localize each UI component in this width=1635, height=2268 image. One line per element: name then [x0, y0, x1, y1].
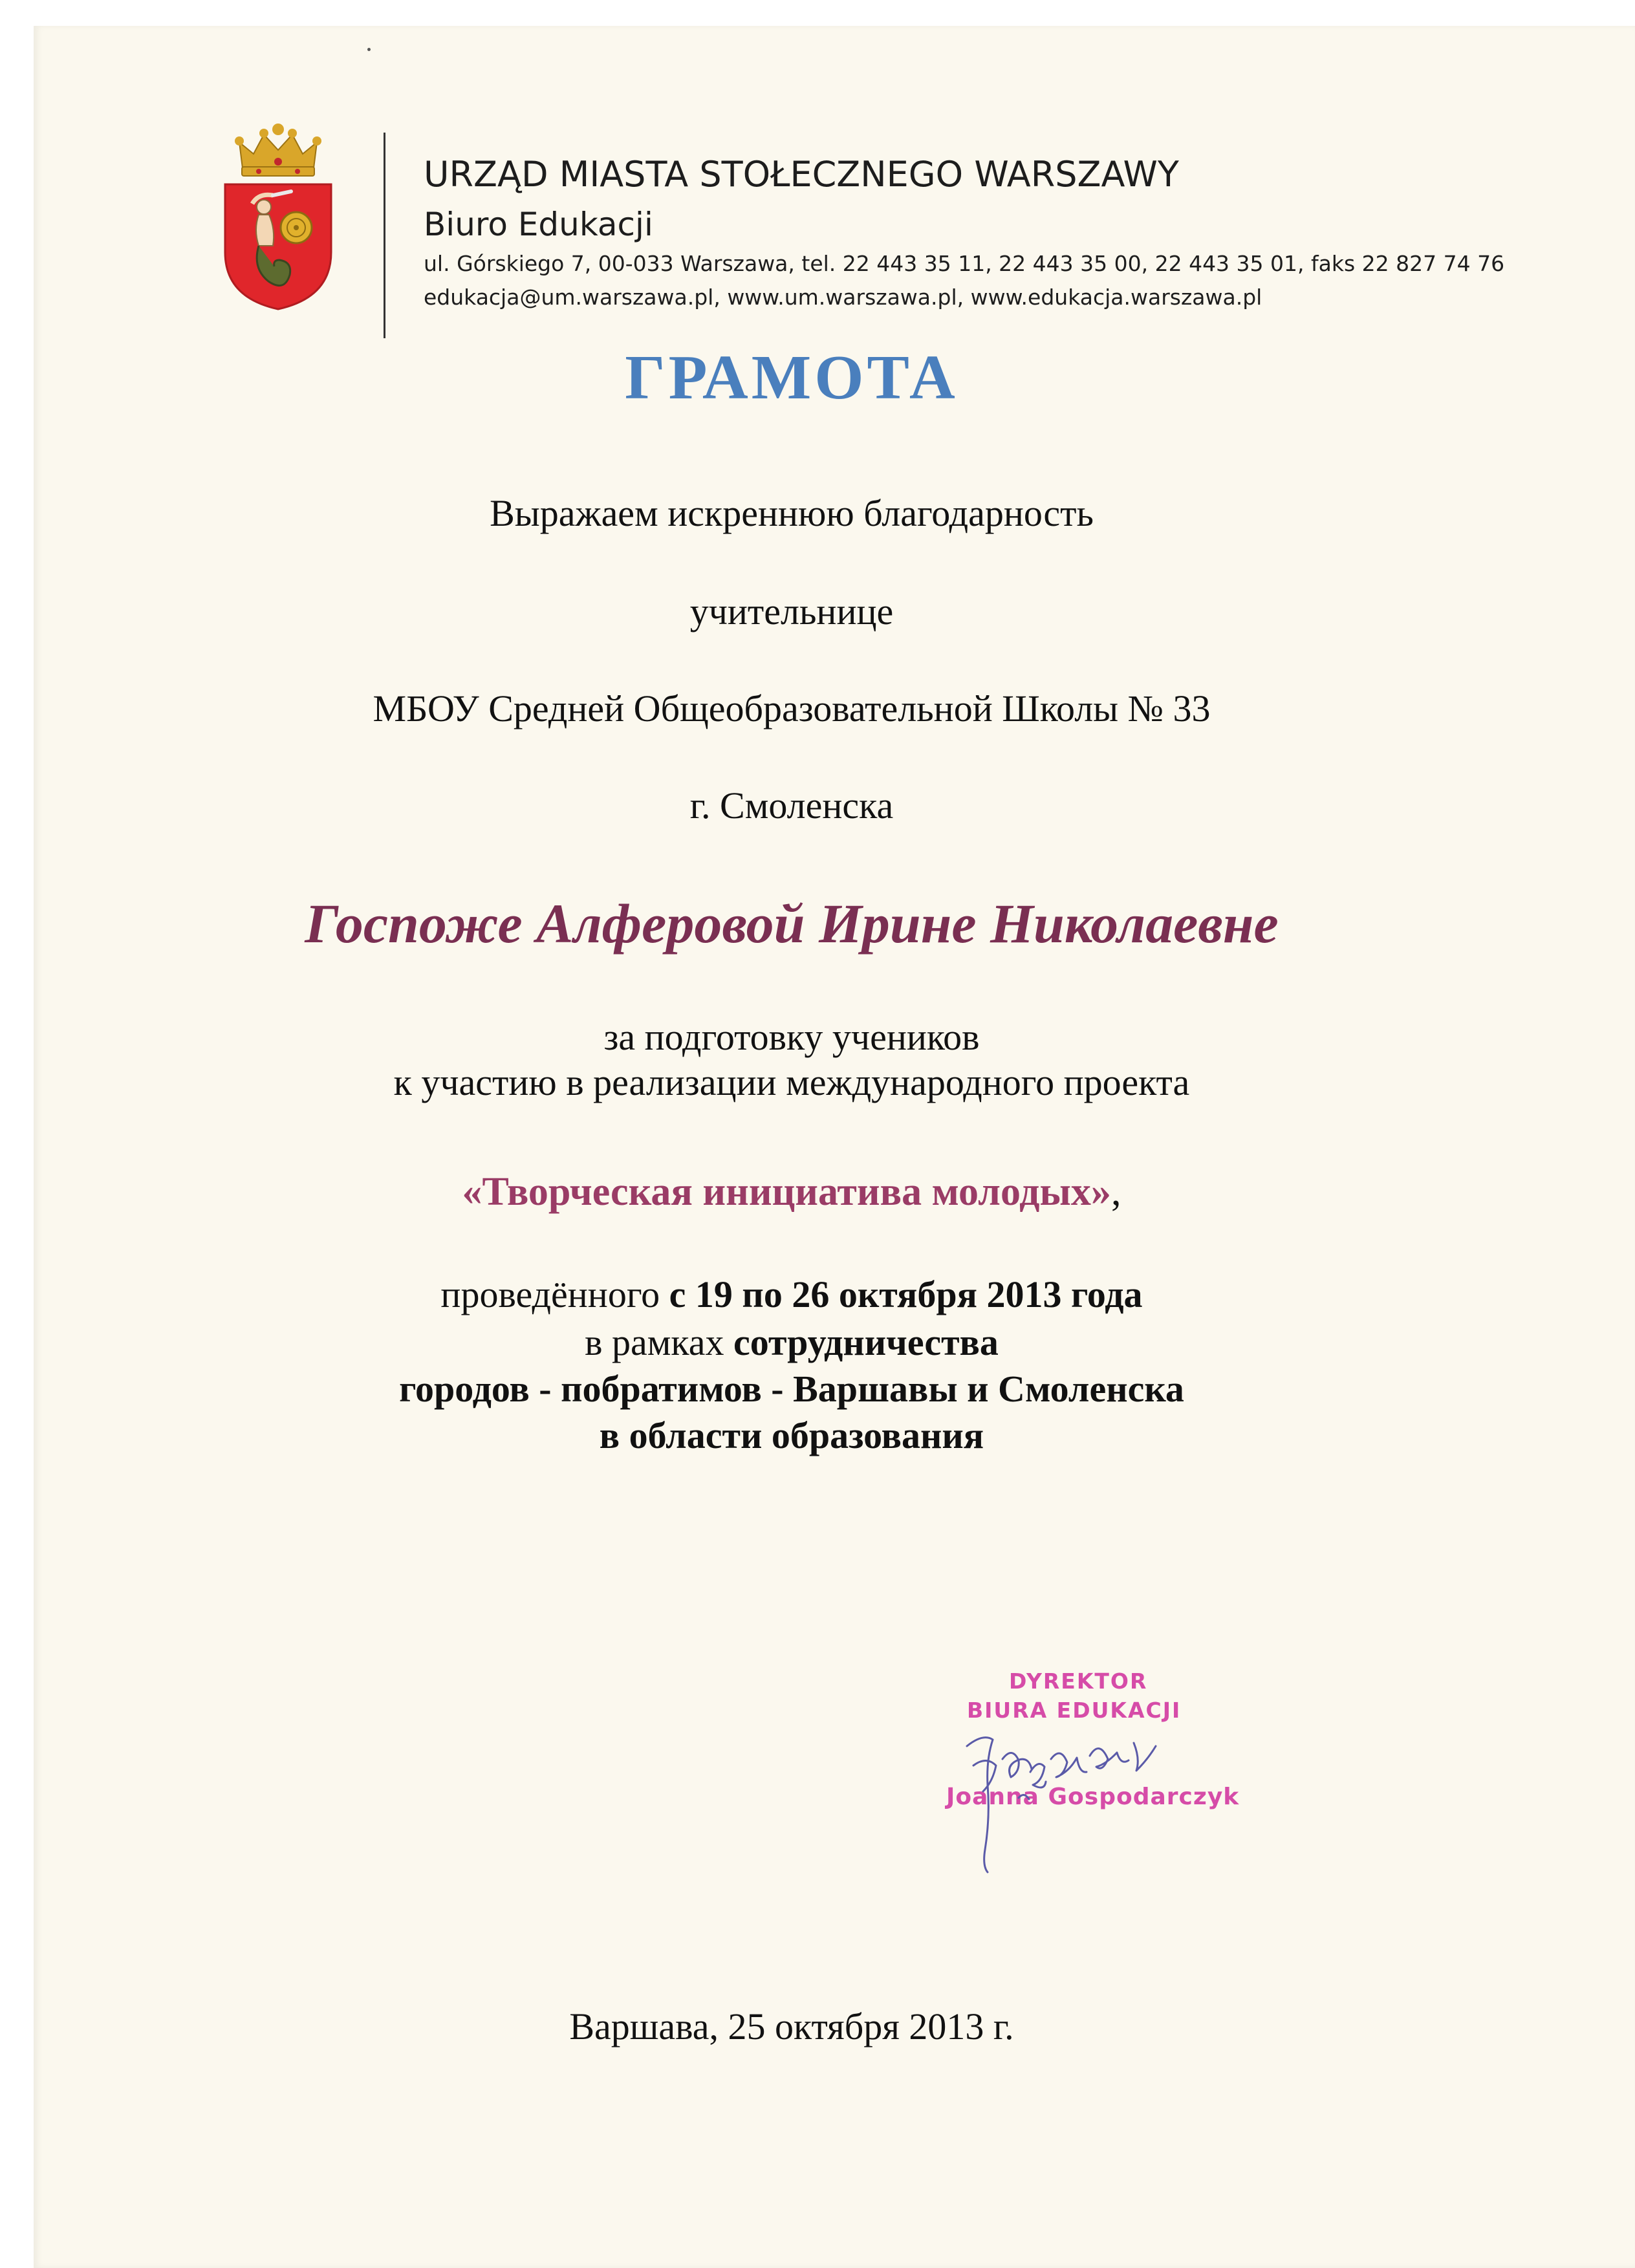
speck [367, 48, 371, 51]
twin-cities-line: городов - побратимов - Варшавы и Смоленска [399, 1368, 1184, 1410]
certificate-title: ГРАМОТА [625, 343, 958, 413]
header-organization: URZĄD MIASTA STOŁECZNEGO WARSZAWY [424, 154, 1179, 195]
warsaw-coat-of-arms-icon [213, 123, 343, 310]
held-dates-line [0, 1273, 1609, 1316]
framework-line [0, 1321, 1609, 1364]
recipient-name: Госпоже Алферовой Ирине Николаевне [305, 892, 1279, 955]
header-address: ul. Górskiego 7, 00-033 Warszawa, tel. 22 443 35 11, 22 443 35 00, 22 443 35 01, faks 22 827 74 76 [424, 251, 1505, 276]
header-divider [384, 133, 385, 338]
city-name: г. Смоленска [689, 784, 894, 826]
field-line: в области образования [599, 1414, 984, 1456]
project-comma: , [1110, 1170, 1121, 1214]
framework-bold: сотрудничества [733, 1321, 999, 1363]
gratitude-line: Выражаем искреннюю благодарность [490, 492, 1094, 534]
stamp-name: Joanna Gospodarczyk [946, 1784, 1240, 1810]
stamp-line-2: BIURA EDUKACJI [967, 1698, 1182, 1723]
place-and-date: Варшава, 25 октября 2013 г. [569, 2005, 1014, 2047]
recipient-role: учительнице [689, 590, 894, 632]
header-contacts: edukacja@um.warszawa.pl, www.um.warszawa.pl, www.edukacja.warszawa.pl [424, 285, 1262, 310]
held-prefix: проведённого [440, 1273, 669, 1315]
reason-line-1: за подготовку учеников [603, 1016, 980, 1058]
project-name: «Творческая инициатива молодых» [462, 1170, 1111, 1214]
project-title [0, 1169, 1609, 1215]
reason-line-2: к участию в реализации международного проекта [393, 1061, 1190, 1103]
header-department: Biuro Edukacji [424, 206, 653, 243]
framework-prefix: в рамках [585, 1321, 733, 1363]
school-name: МБОУ Средней Общеобразовательной Школы № 33 [373, 687, 1211, 729]
held-dates: с 19 по 26 октября 2013 года [669, 1273, 1143, 1315]
stamp-line-1: DYREKTOR [1009, 1669, 1148, 1694]
signature-icon [947, 1720, 1219, 1875]
